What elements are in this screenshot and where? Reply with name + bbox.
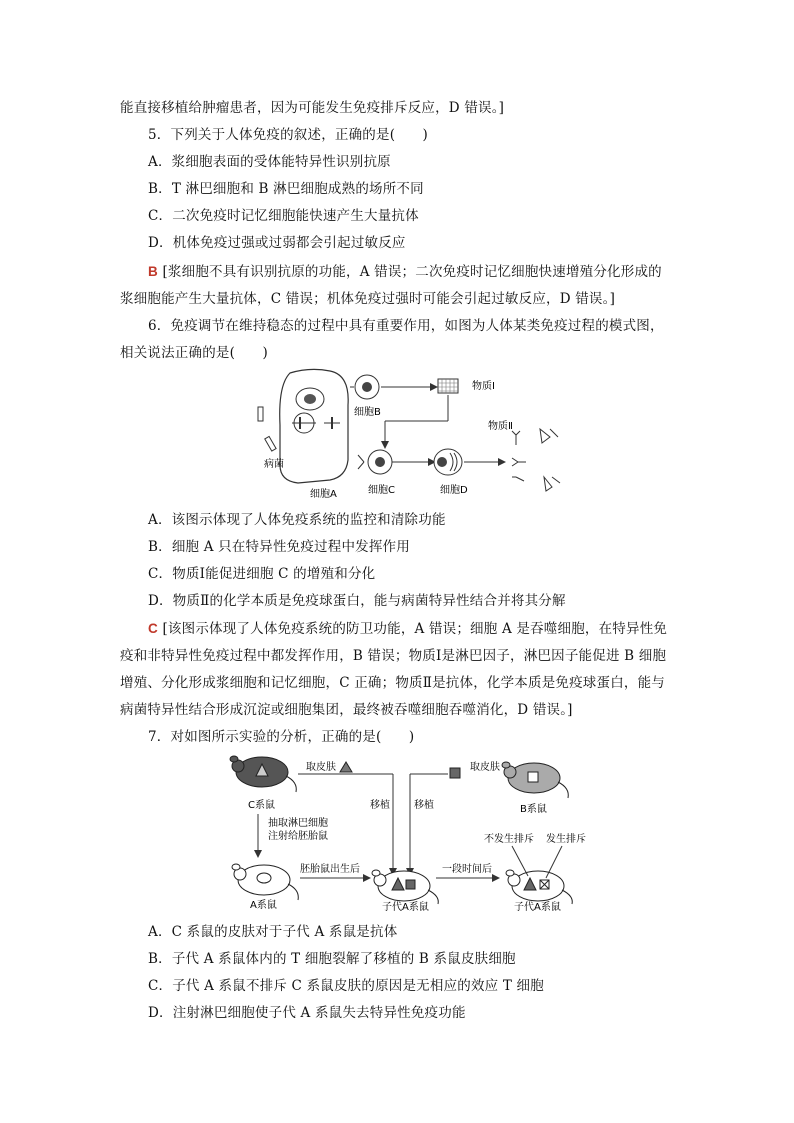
- take-skin-right: 取皮肤: [470, 762, 500, 773]
- no-reject-label: 不发生排斥: [484, 834, 534, 845]
- q6-answer-letter: C: [148, 621, 158, 636]
- q5-answer-letter: B: [148, 264, 158, 279]
- lymph-label-1: 抽取淋巴细胞: [268, 818, 328, 829]
- q5-option-a: A．浆细胞表面的受体能特异性识别抗原: [148, 154, 391, 170]
- reject-label: 发生排斥: [546, 834, 586, 845]
- born-label: 胚胎鼠出生后: [300, 864, 360, 875]
- question-6-stem: 6．免疫调节在维持稳态的过程中具有重要作用，如图为人体某类免疫过程的模式图，: [148, 318, 664, 334]
- skin-transplant-diagram: [228, 750, 586, 913]
- q7-option-c: C．子代 A 系鼠不排斥 C 系鼠皮肤的原因是无相应的效应 T 细胞: [148, 978, 544, 994]
- q5-explanation-cont: 浆细胞能产生大量抗体，C 错误；机体免疫过强时可能会引起过敏反应，D 错误。]: [120, 291, 616, 307]
- question-5-stem: 5．下列关于人体免疫的叙述，正确的是( ): [148, 127, 429, 143]
- cell-b-label: 细胞B: [354, 407, 381, 418]
- q6-explanation-cont: 疫和非特异性免疫过程中都发挥作用，B 错误；物质Ⅰ是淋巴因子，淋巴因子能促进 B 细胞: [120, 648, 667, 664]
- child-mouse-2-label: 子代A系鼠: [514, 902, 561, 913]
- q6-answer-explanation: [148, 617, 667, 637]
- germ-label: 病菌: [264, 459, 284, 470]
- q6-option-a: A．该图示体现了人体免疫系统的监控和清除功能: [148, 512, 446, 528]
- immune-process-diagram: [250, 365, 580, 500]
- a-mouse-label: A系鼠: [250, 900, 277, 911]
- q7-option-d: D．注射淋巴细胞使子代 A 系鼠失去特异性免疫功能: [148, 1005, 466, 1021]
- b-mouse-label: B系鼠: [520, 804, 547, 815]
- transplant-right: 移植: [414, 800, 434, 811]
- q5-option-c: C．二次免疫时记忆细胞能快速产生大量抗体: [148, 208, 419, 224]
- b-mouse-figure: [502, 762, 568, 798]
- text-line: 能直接移植给肿瘤患者，因为可能发生免疫排斥反应，D 错误。]: [120, 100, 505, 116]
- substance-2-label: 物质Ⅱ: [488, 421, 513, 432]
- q5-option-d: D．机体免疫过强或过弱都会引起过敏反应: [148, 235, 406, 251]
- q7-option-a: A．C 系鼠的皮肤对于子代 A 系鼠是抗体: [148, 924, 398, 940]
- question-6-stem-cont: 相关说法正确的是( ): [120, 345, 268, 361]
- a-mouse-figure: [232, 864, 298, 900]
- c-mouse-figure: [230, 756, 296, 792]
- q5-answer-explanation: [148, 260, 662, 280]
- child-mouse-1-figure: [372, 870, 438, 904]
- c-mouse-label: C系鼠: [248, 800, 275, 811]
- q5-explanation: [浆细胞不具有识别抗原的功能，A 错误；二次免疫时记忆细胞快速增殖分化形成的: [162, 264, 662, 280]
- take-skin-left: 取皮肤: [306, 762, 336, 773]
- lymph-label-2: 注射给胚胎鼠: [268, 831, 328, 842]
- transplant-left: 移植: [370, 800, 390, 811]
- q6-option-b: B．细胞 A 只在特异性免疫过程中发挥作用: [148, 539, 410, 555]
- cell-a-label: 细胞A: [310, 489, 337, 500]
- q6-explanation-cont: 增殖、分化形成浆细胞和记忆细胞，C 正确；物质Ⅱ是抗体，化学本质是免疫球蛋白，能与: [120, 675, 665, 691]
- question-7-stem: 7．对如图所示实验的分析，正确的是( ): [148, 729, 415, 745]
- q6-option-d: D．物质Ⅱ的化学本质是免疫球蛋白，能与病菌特异性结合并将其分解: [148, 593, 566, 609]
- cell-d-label: 细胞D: [440, 485, 468, 496]
- child-mouse-2-figure: [506, 870, 572, 904]
- q6-explanation: [该图示体现了人体免疫系统的防卫功能，A 错误；细胞 A 是吞噬细胞，在特异性免: [162, 621, 668, 637]
- q5-option-b: B．T 淋巴细胞和 B 淋巴细胞成熟的场所不同: [148, 181, 424, 197]
- q6-option-c: C．物质Ⅰ能促进细胞 C 的增殖和分化: [148, 566, 376, 582]
- child-mouse-1-label: 子代A系鼠: [382, 902, 429, 913]
- q7-option-b: B．子代 A 系鼠体内的 T 细胞裂解了移植的 B 系鼠皮肤细胞: [148, 951, 516, 967]
- cell-c-label: 细胞C: [368, 485, 395, 496]
- later-label: 一段时间后: [442, 864, 492, 875]
- q6-explanation-cont: 病菌特异性结合形成沉淀或细胞集团，最终被吞噬细胞吞噬消化，D 错误。]: [120, 702, 573, 718]
- substance-1-label: 物质Ⅰ: [472, 381, 495, 392]
